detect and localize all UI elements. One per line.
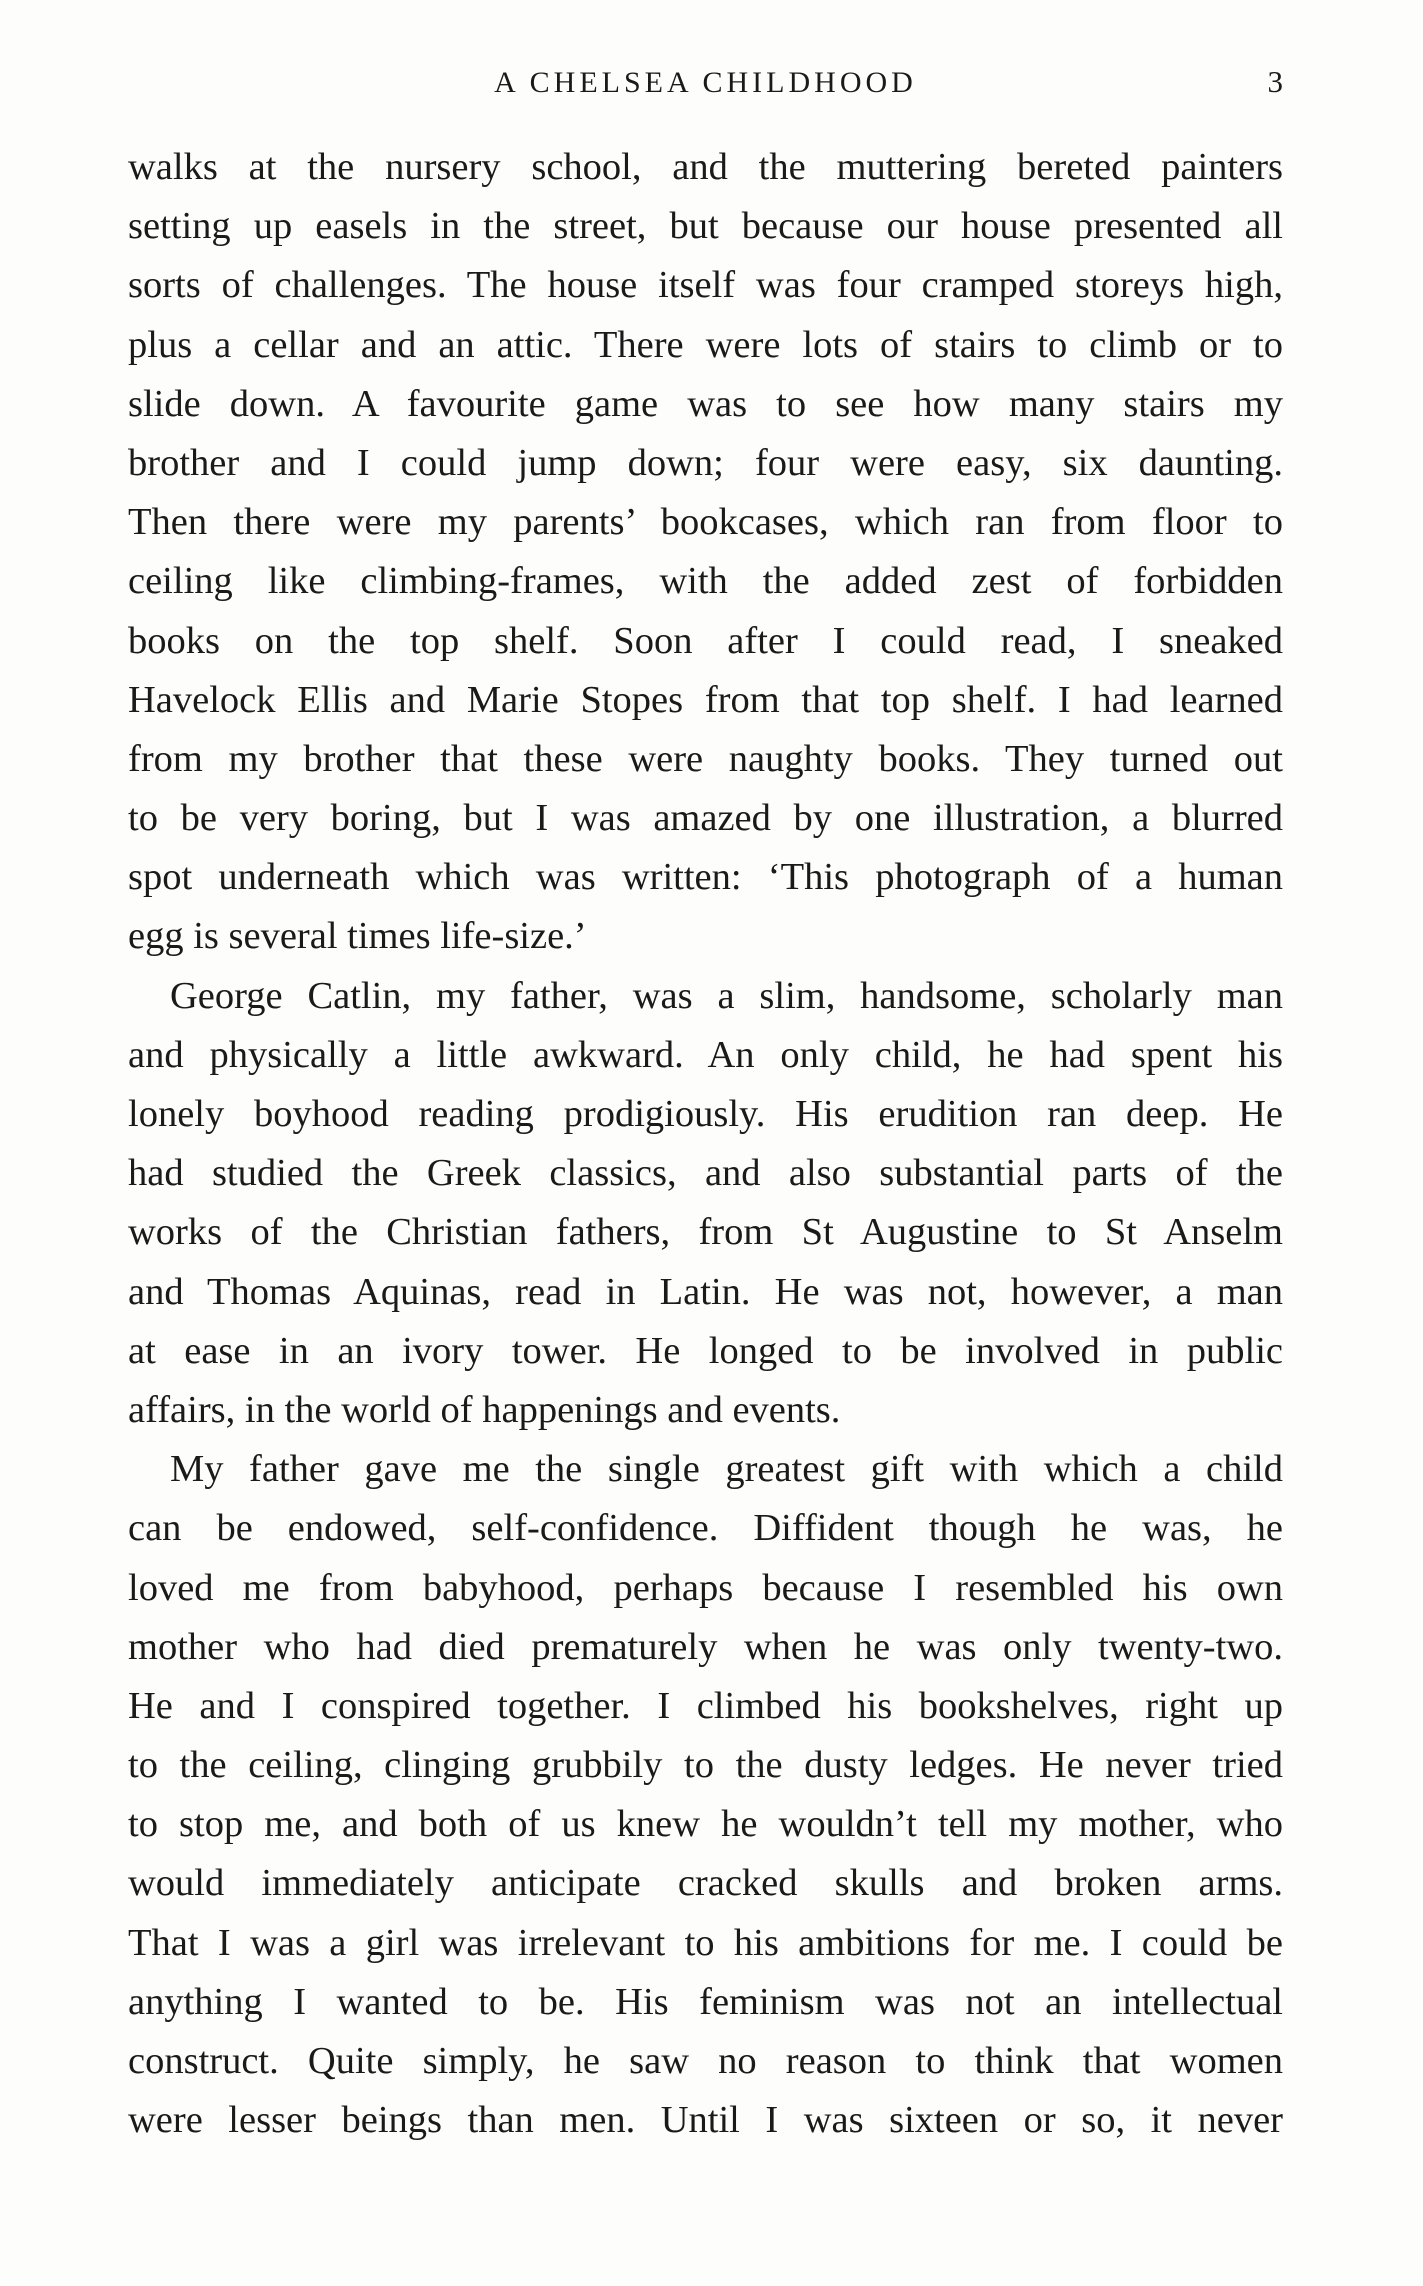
text-line: works of the Christian fathers, from St Augustine to St Anselm — [128, 1211, 1283, 1254]
text-line: Then there were my parents’ bookcases, which ran from floor to — [128, 501, 1283, 544]
text-line: affairs, in the world of happenings and events. — [128, 1388, 841, 1431]
text-line: from my brother that these were naughty books. They turned out — [128, 737, 1283, 780]
text-line: setting up easels in the street, but because our house presented all — [128, 205, 1283, 248]
text-line: spot underneath which was written: ‘This photograph of a human — [128, 856, 1283, 899]
text-line: slide down. A favourite game was to see how many stairs my — [128, 382, 1283, 425]
text-line: ceiling like climbing-frames, with the added zest of forbidden — [128, 560, 1283, 603]
text-line: to stop me, and both of us knew he wouldn’t tell my mother, who — [128, 1803, 1283, 1846]
text-line: to be very boring, but I was amazed by one illustration, a blurred — [128, 797, 1283, 840]
text-line: were lesser beings than men. Until I was sixteen or so, it never — [128, 2099, 1283, 2142]
body-text — [128, 138, 1283, 2150]
text-line: lonely boyhood reading prodigiously. His erudition ran deep. He — [128, 1093, 1283, 1135]
text-line: books on the top shelf. Soon after I could read, I sneaked — [128, 619, 1283, 662]
text-line: construct. Quite simply, he saw no reason to think that women — [128, 2040, 1283, 2082]
text-line: to the ceiling, clinging grubbily to the dusty ledges. He never tried — [128, 1744, 1283, 1787]
text-line: loved me from babyhood, perhaps because I resembled his own — [128, 1566, 1283, 1609]
text-line: brother and I could jump down; four were easy, six daunting. — [128, 441, 1283, 484]
text-line: sorts of challenges. The house itself was four cramped storeys high, — [128, 264, 1283, 307]
text-line: and Thomas Aquinas, read in Latin. He was not, however, a man — [128, 1270, 1283, 1313]
text-line: at ease in an ivory tower. He longed to be involved in public — [128, 1329, 1283, 1372]
text-line: George Catlin, my father, was a slim, handsome, scholarly man — [170, 974, 1283, 1017]
text-line: would immediately anticipate cracked skulls and broken arms. — [128, 1862, 1283, 1905]
text-line: walks at the nursery school, and the muttering bereted painters — [128, 146, 1283, 188]
running-title: A CHELSEA CHILDHOOD — [494, 66, 917, 99]
running-header — [128, 62, 1283, 102]
text-line: anything I wanted to be. His feminism was not an intellectual — [128, 1980, 1283, 2023]
page-number: 3 — [1267, 64, 1283, 99]
text-line: had studied the Greek classics, and also substantial parts of the — [128, 1152, 1283, 1195]
text-line: Havelock Ellis and Marie Stopes from that top shelf. I had learned — [128, 678, 1283, 721]
text-line: plus a cellar and an attic. There were lots of stairs to climb or to — [128, 323, 1283, 366]
text-line: mother who had died prematurely when he was only twenty-two. — [128, 1625, 1283, 1668]
text-line: That I was a girl was irrelevant to his ambitions for me. I could be — [128, 1921, 1283, 1964]
text-line: and physically a little awkward. An only child, he had spent his — [128, 1033, 1283, 1076]
text-line: can be endowed, self-confidence. Diffident though he was, he — [128, 1507, 1283, 1550]
text-line: My father gave me the single greatest gift with which a child — [170, 1448, 1283, 1491]
text-line: egg is several times life-size.’ — [128, 915, 587, 958]
text-line: He and I conspired together. I climbed his bookshelves, right up — [128, 1684, 1283, 1727]
